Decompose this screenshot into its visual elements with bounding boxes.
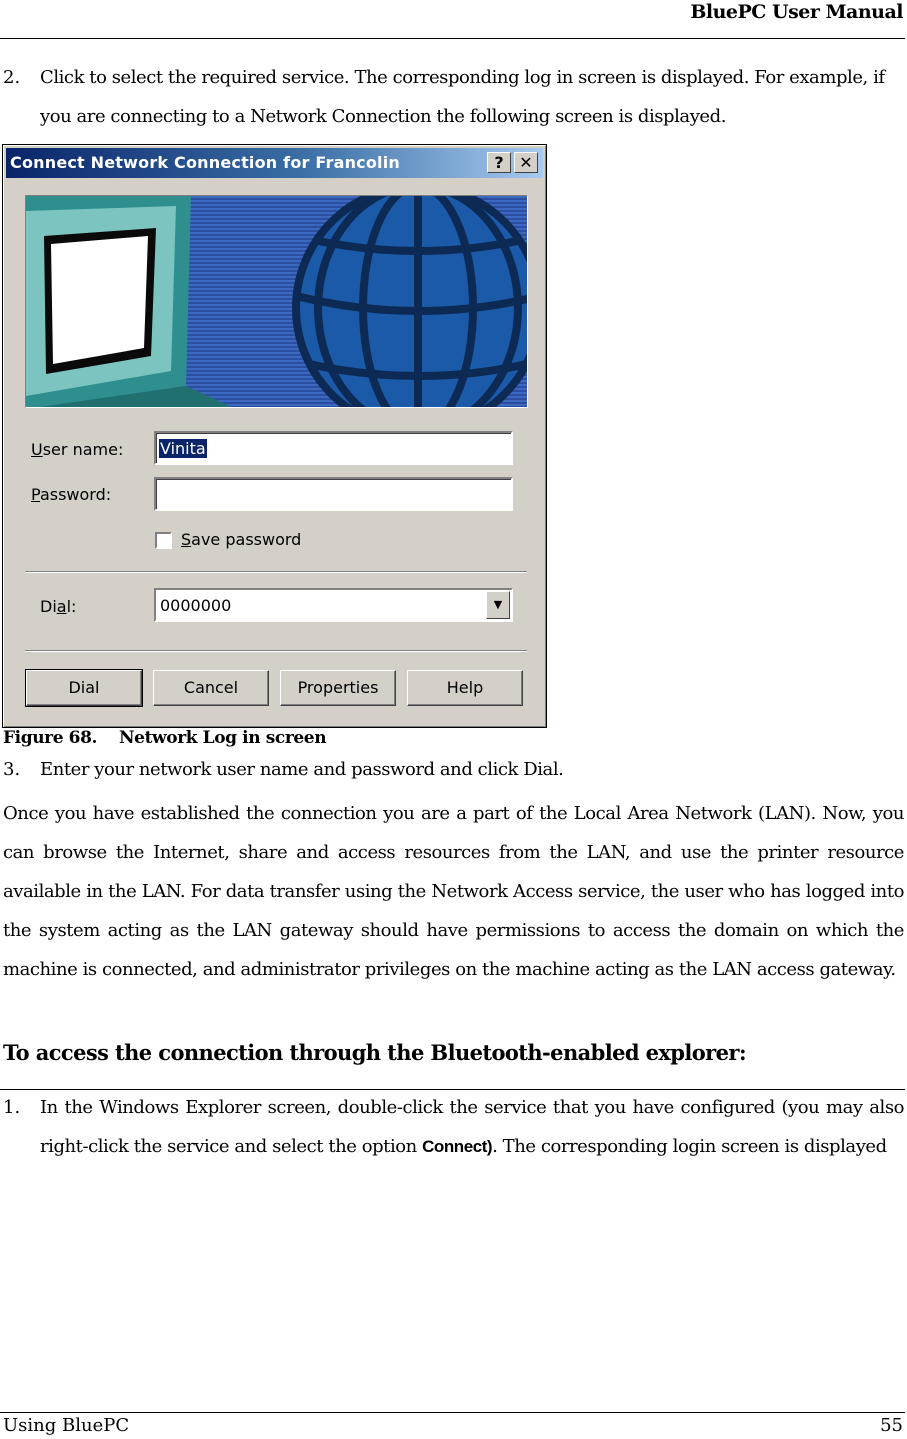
username-label: User name: [31,440,124,459]
page-footer [0,1412,905,1439]
page-number: 55 [880,1415,903,1436]
username-input[interactable] [154,431,513,465]
close-icon[interactable]: ✕ [514,152,538,173]
step-3-number: 3. [3,759,21,780]
page-header [0,0,905,39]
dialog-title-bar [6,148,543,178]
step-1-text: In the Windows Explorer screen, double-click the service that you have configured (you may also right-click the service and select the option Connect). The corresponding login screen is displayed [40,1097,904,1157]
help-button[interactable]: Help [407,670,523,706]
save-password-checkbox[interactable] [155,532,172,549]
cancel-button[interactable]: Cancel [153,670,269,706]
body-paragraph: Once you have established the connection you are a part of the Local Area Network (LAN). Now, you can browse the Internet, share and access resources from the LAN, and use the printer resource available in the LAN. For data transfer using the Network Access service, the user who has logged into the system acting as the LAN gateway should have permissions to access the domain on which the machine is connected, and administrator privileges on the machine acting as the LAN access gateway. [3,803,904,980]
figure-label: Figure 68. [3,728,98,748]
password-label: Password: [31,485,112,504]
help-title-button[interactable]: ? [487,152,511,173]
connect-dialog [2,144,547,728]
section-subheading: To access the connection through the Bluetooth-enabled explorer: [3,1040,747,1065]
properties-button[interactable]: Properties [280,670,396,706]
password-input[interactable] [154,477,513,511]
step-2-number: 2. [3,67,21,88]
dial-label: Dial: [40,597,77,616]
connect-option: Connect) [422,1137,493,1156]
step-2-line-2: you are connecting to a Network Connection the following screen is displayed. [40,106,726,127]
footer-section: Using BluePC [3,1415,130,1436]
dialog-title: Connect Network Connection for Francolin [10,153,401,172]
step-2-line-1: Click to select the required service. The corresponding log in screen is displayed. For example, if [40,67,885,88]
username-value: Vinita [160,439,206,458]
dial-button[interactable]: Dial [26,670,142,706]
banner-illustration [26,196,528,408]
separator-bottom [25,650,527,652]
network-banner-image [25,195,528,408]
globe-icon [296,196,528,408]
step-1-number: 1. [3,1097,21,1118]
manual-title: BluePC User Manual [690,1,903,23]
dial-number-value: 0000000 [160,596,232,615]
chevron-down-icon[interactable]: ▼ [486,591,510,619]
dial-number-select[interactable] [154,588,513,622]
figure-caption [3,728,326,748]
step-3-text: Enter your network user name and password and click Dial. [40,759,564,780]
figure-caption-text: Network Log in screen [119,728,327,748]
save-password-label[interactable]: Save password [181,530,302,549]
separator-top [25,571,527,573]
